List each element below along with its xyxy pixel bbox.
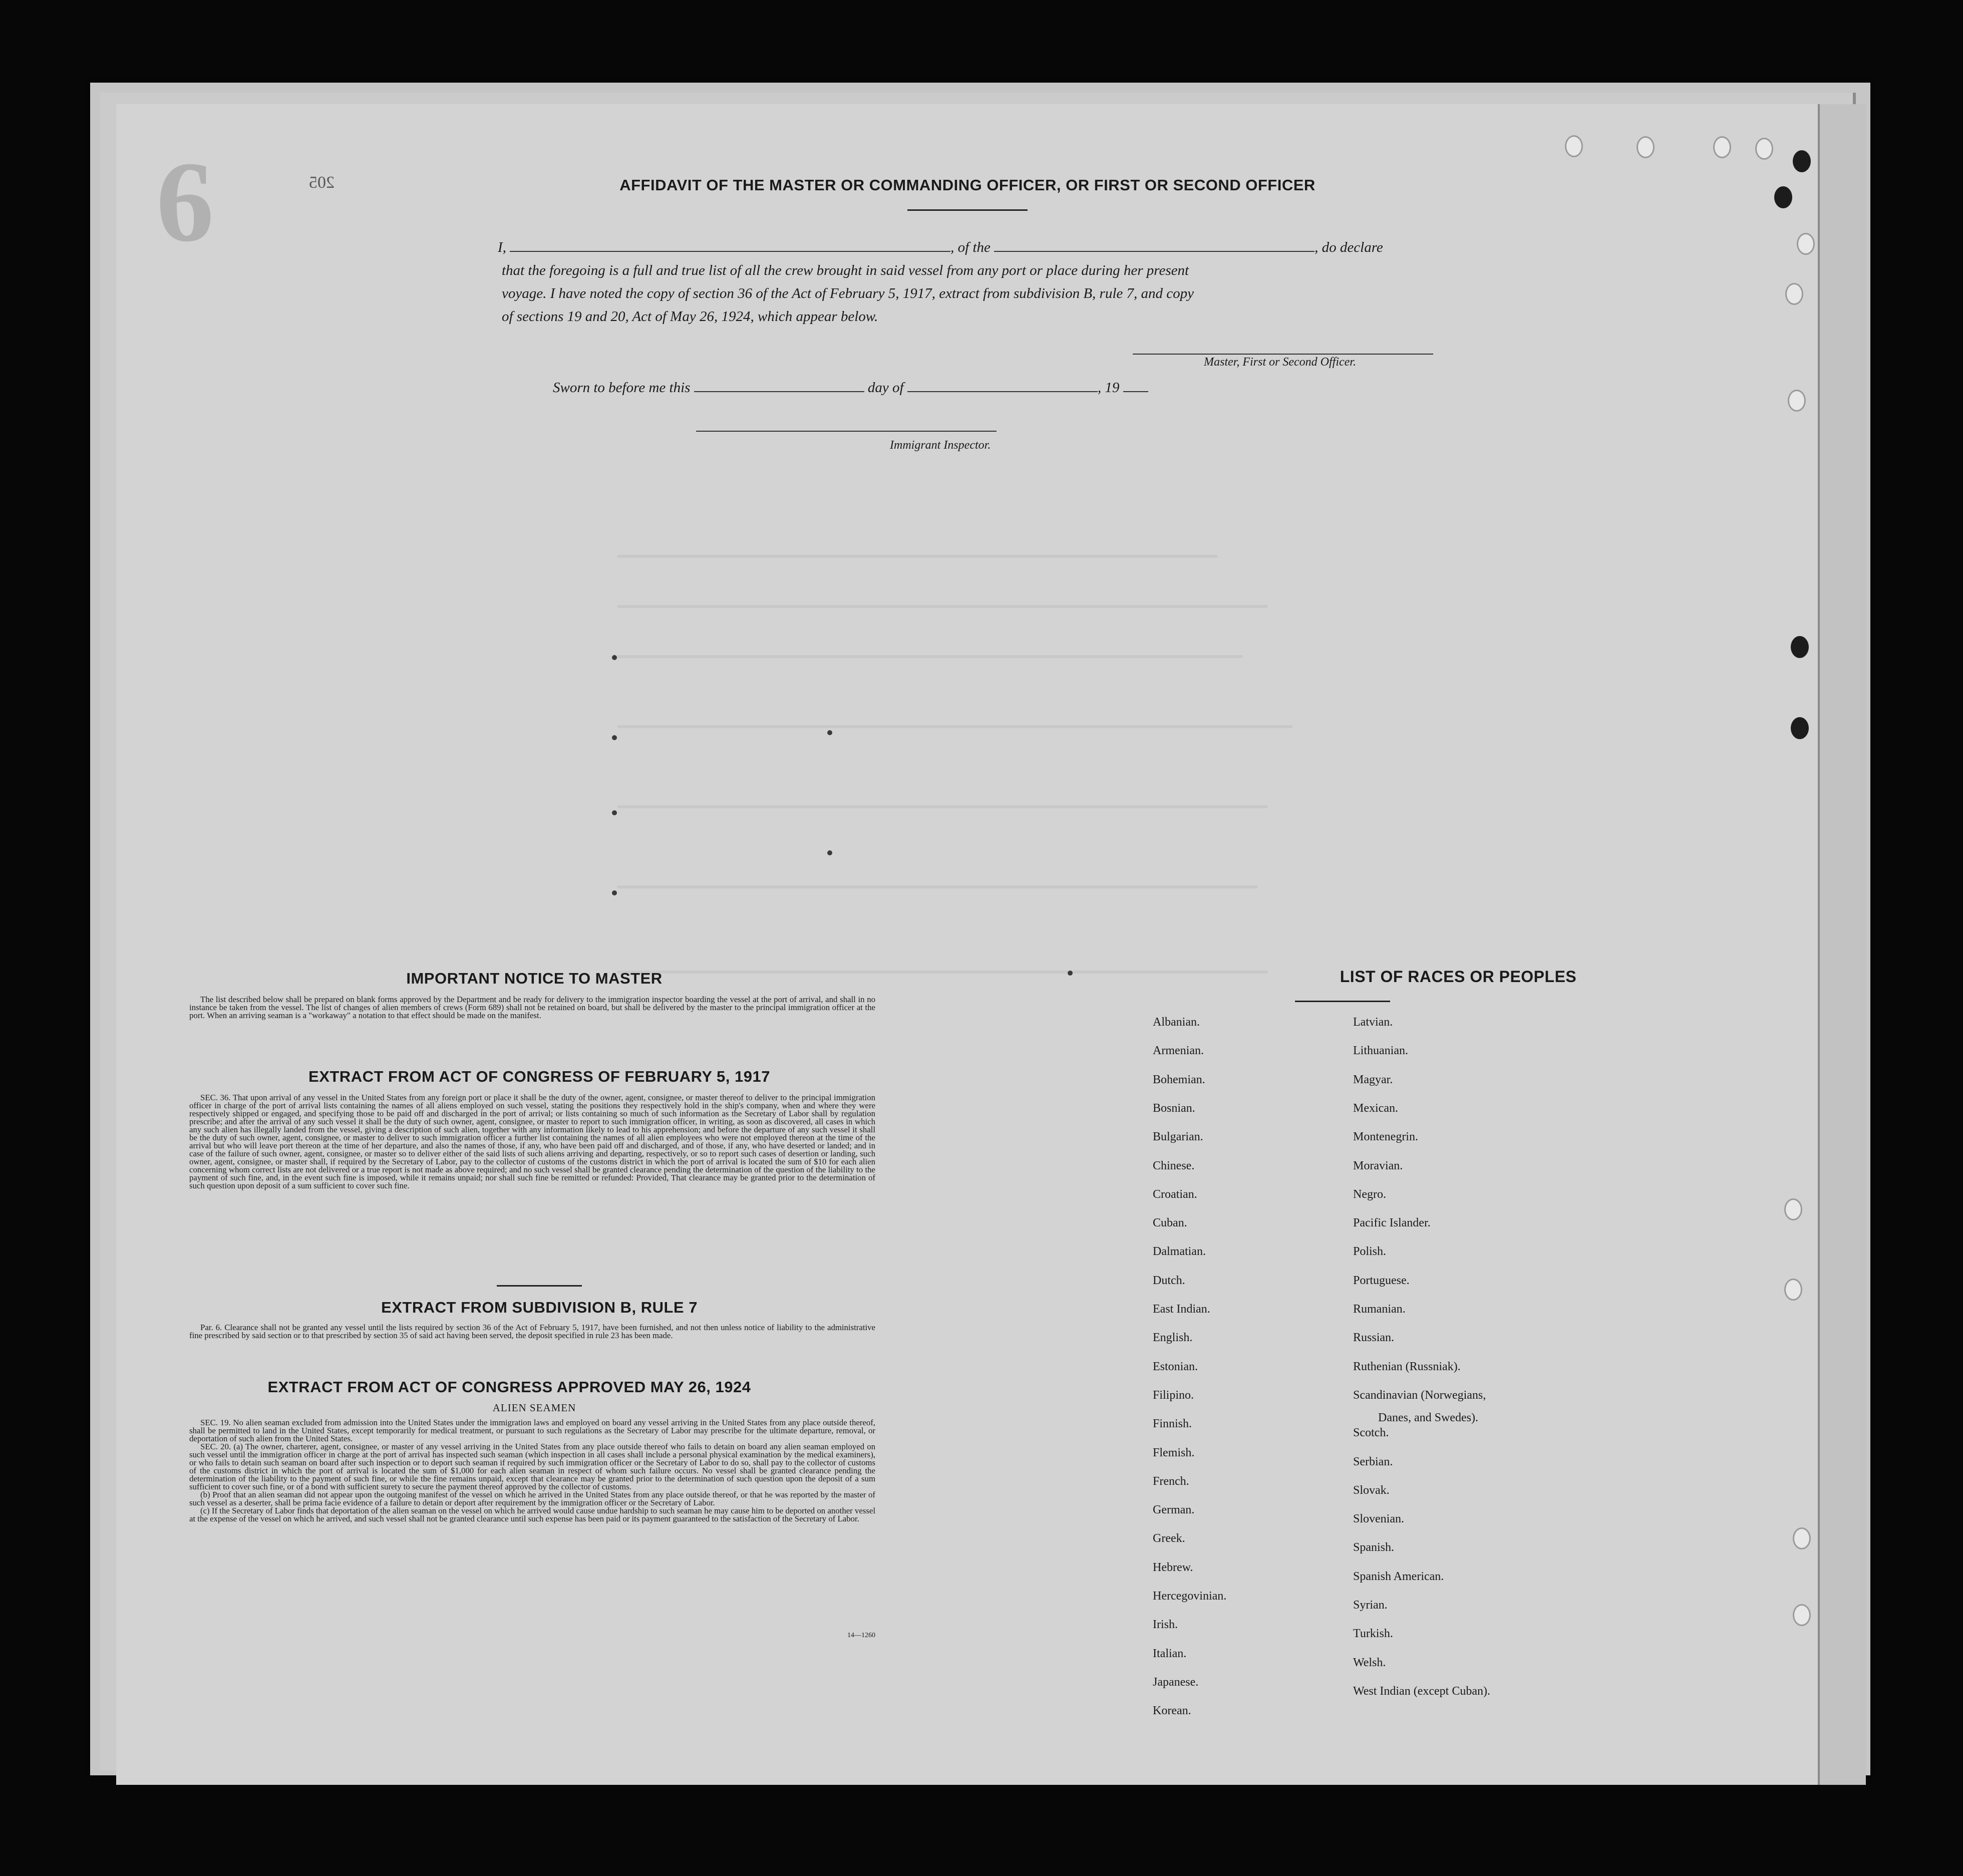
race-item: Bohemian. [1153,1073,1205,1086]
sworn-text: Sworn to before me this [553,380,691,396]
affidavit-title: AFFIDAVIT OF THE MASTER OR COMMANDING OFFICER, OR FIRST OR SECOND OFFICER [619,176,1316,194]
race-item: German. [1153,1503,1195,1517]
extract-rule7-text [189,1324,875,1340]
bleed-dot [612,735,617,740]
race-item: Japanese. [1153,1675,1199,1689]
sworn-year: , 19 [1097,380,1120,396]
race-item: Scotch. [1353,1426,1389,1440]
race-item: Greek. [1153,1532,1185,1545]
sworn-day-of: day of [867,380,904,396]
extract-1924-text [189,1419,875,1523]
race-item: Dalmatian. [1153,1245,1206,1259]
race-item: Lithuanian. [1353,1044,1408,1058]
form-number: 14—1260 [847,1632,875,1639]
race-item: Welsh. [1353,1656,1386,1669]
extract-rule7-title: EXTRACT FROM SUBDIVISION B, RULE 7 [381,1299,698,1316]
race-item: Estonian. [1153,1360,1198,1373]
race-item: Flemish. [1153,1446,1195,1459]
bleed-dot [827,850,832,855]
race-item: Bulgarian. [1153,1130,1203,1144]
bleed-through-mark: 6 [156,138,214,265]
vessel-blank[interactable] [994,242,1315,252]
inspector-signature-line[interactable] [696,431,997,432]
alien-seamen-heading: ALIEN SEAMEN [492,1402,576,1414]
race-item: West Indian (except Cuban). [1353,1684,1490,1698]
bleed-through-row [617,725,1293,728]
bleed-through-row [617,885,1258,888]
title-rule [907,209,1028,211]
punch-hole [1784,1279,1802,1301]
notice-text [189,996,875,1020]
race-item: Serbian. [1353,1455,1393,1468]
section-19-paragraph: SEC. 19. No alien seaman excluded from admission into the United States under the immigration laws and employed on board any vessel arriving in the United States from any place outside thereof, shall be permitted to land in the United States, except temporarily for medical treatment, or pursuant to such regulations as the Secretary of Labor may prescribe for the ultimate departure, removal, or deportation of such alien from the United States. [189,1418,875,1443]
race-item: Albanian. [1153,1016,1200,1029]
affidavit-do-declare: , do declare [1315,239,1383,255]
bleed-dot [612,655,617,660]
bleed-through-row [617,805,1268,808]
punch-hole [1755,138,1773,160]
races-title: LIST OF RACES OR PEOPLES [1340,968,1577,986]
race-item: Russian. [1353,1331,1395,1345]
extract-1924-title: EXTRACT FROM ACT OF CONGRESS APPROVED MAY 26, 1924 [267,1378,751,1396]
race-item: Spanish. [1353,1541,1395,1554]
punch-hole [1785,283,1803,305]
bleed-dot [827,730,832,735]
race-item: Magyar. [1353,1073,1393,1086]
bleed-dot [1068,971,1073,976]
race-item: Syrian. [1353,1599,1388,1612]
section-20a-paragraph: SEC. 20. (a) The owner, charterer, agent, consignee, or master of any vessel arriving in the United States from any place outside thereof who fails to detain on board any alien seaman employed on such vessel until the immigration officer in charge at the port of arrival has inspected such seaman (which inspection in all cases shall include a personal physical examination by the medical examiners), or who fails to detain such seaman on board after such inspection or to deport such seaman if required by such immigration officer or the Secretary of Labor to do so, shall pay to the collector of customs of the customs district in which the port of arrival is located the sum of $1,000 for each alien seaman in respect of whom such failure occurs. No vessel shall be granted clearance pending the determination of the liability to the payment of such fine, or while the fine remains unpaid, except that clearance may be granted prior to the determination of such question upon the deposit of a sum sufficient to cover such fine, or of a bond with sufficient surety to secure the payment thereof approved by the collector of customs. [189,1442,875,1491]
punch-hole [1797,233,1815,255]
race-item: Danes, and Swedes). [1378,1411,1478,1424]
punch-hole [1793,1527,1811,1549]
race-item: Filipino. [1153,1388,1194,1402]
race-item: Chinese. [1153,1159,1195,1172]
punch-hole [1713,136,1731,158]
races-rule [1295,1001,1390,1002]
notice-title: IMPORTANT NOTICE TO MASTER [406,970,663,987]
sworn-line [553,380,1148,396]
race-item: Finnish. [1153,1417,1192,1431]
race-item: French. [1153,1474,1189,1488]
punch-hole [1791,636,1809,658]
bleed-through-row [617,655,1243,658]
crew-list-edge [1818,104,1866,1785]
race-item: East Indian. [1153,1303,1210,1316]
race-item: Rumanian. [1353,1303,1406,1316]
race-item: Spanish American. [1353,1570,1444,1583]
race-item: Polish. [1353,1245,1387,1259]
affidavit-of-the: , of the [950,239,991,255]
affidavit-line-1 [498,239,1383,256]
bleed-dot [612,890,617,895]
punch-hole [1793,150,1811,172]
affidavit-i: I, [498,239,506,255]
race-item: Scandinavian (Norwegians, [1353,1388,1486,1402]
race-item: Portuguese. [1353,1274,1410,1287]
punch-hole [1788,390,1806,412]
race-item: Hebrew. [1153,1560,1193,1574]
affidavit-line-3: voyage. I have noted the copy of section 36 of the Act of February 5, 1917, extract from subdivision B, rule 7, and copy [502,285,1194,301]
section-20c-paragraph: (c) If the Secretary of Labor finds that deportation of the alien seaman on the vessel on which he arrived would cause undue hardship to such seaman he may cause him to be deported on another vessel at the expense of the vessel on which he arrived, and such vessel shall not be granted clearance until such expense has been paid or its payment guaranteed to the satisfaction of the Secretary of Labor. [189,1506,875,1523]
race-item: Negro. [1353,1187,1386,1201]
race-item: Armenian. [1153,1044,1204,1058]
punch-hole [1774,186,1792,208]
affidavit-line-4: of sections 19 and 20, Act of May 26, 1924, which appear below. [502,308,878,325]
rule7-paragraph: Par. 6. Clearance shall not be granted any vessel until the lists required by section 36 of the Act of February 5, 1917, have been furnished, and not then unless notice of liability to the administrative fine prescribed by said section or to that prescribed by section 35 of said act having been served, the deposit specified in rule 23 has been made. [189,1323,875,1340]
race-item: Italian. [1153,1647,1187,1660]
bleed-through-row [617,555,1218,558]
bleed-through-row [617,605,1268,608]
punch-hole [1637,136,1655,158]
race-item: Turkish. [1353,1627,1393,1641]
punch-hole [1565,135,1583,157]
inspector-caption: Immigrant Inspector. [890,439,991,452]
race-item: Pacific Islander. [1353,1216,1431,1230]
affidavit-page [116,104,1818,1785]
race-item: Ruthenian (Russniak). [1353,1360,1461,1373]
sworn-year-blank[interactable] [1123,382,1148,392]
bleed-dot [612,810,617,815]
section-20b-paragraph: (b) Proof that an alien seaman did not appear upon the outgoing manifest of the vessel on which he arrived in the United States from any place outside thereof, or that he was reported by the master of such vessel as a deserter, shall be prima facie evidence of a failure to detain or deport after requirement by the immigration officer or the Secretary of Labor. [189,1490,875,1507]
race-item: Hercegovinian. [1153,1590,1227,1603]
race-item: Mexican. [1353,1101,1398,1115]
extract-1917-text [189,1094,875,1190]
race-item: Dutch. [1153,1274,1185,1287]
section-36-paragraph: SEC. 36. That upon arrival of any vessel in the United States from any foreign port or place it shall be the duty of the owner, agent, consignee, or master thereof to deliver to the principal immigration officer in charge of the port of arrival lists containing the names of all aliens employed on such vessel, stating the positions they respectively hold in the ship's company, when and where they were respectively shipped or engaged, and specifying those to be paid off and discharged in the port of arrival; or lists containing so much of such information as the Secretary of Labor shall by regulation prescribe; and after the arrival of any such vessel it shall be the duty of such owner, agent, consignee, or master to report to such immigration officer, in writing, as soon as discovered, all cases in which any such alien has illegally landed from the vessel, giving a description of such alien, together with any information likely to lead to his apprehension; and before the departure of any such vessel it shall be the duty of such owner, agent, consignee, or master to deliver to such immigration officer a further list containing the names of all alien employees who were not employed thereon at the time of the arrival but who will leave port thereon at the time of her departure, and also the names of those, if any, who have been paid off and discharged, and of those, if any, who have deserted or landed; and in case of the failure of such owner, agent, consignee, or master so to deliver either of the said lists of such aliens arriving and departing, respectively, or so to report such cases of desertion or landing, such owner, agent, consignee, or master shall, if required by the Secretary of Labor, pay to the collector of customs of the customs district in which the port of arrival is located the sum of $10 for each alien concerning whom correct lists are not delivered or a true report is not made as above required; and no such vessel shall be granted clearance pending the determination of the question of the liability to the payment of such fine, and, in the event such fine is imposed, while it remains unpaid; nor shall such fine be remitted or refunded: Provided, That clearance may be granted prior to the determination of such question upon deposit of a sum sufficient to cover such fine. [189,1093,875,1190]
race-item: Croatian. [1153,1187,1197,1201]
race-item: Cuban. [1153,1216,1187,1230]
section-rule [497,1285,582,1287]
master-signature-line[interactable] [1133,354,1433,355]
sworn-month-blank[interactable] [907,382,1098,392]
race-item: English. [1153,1331,1193,1345]
notice-paragraph: The list described below shall be prepared on blank forms approved by the Department and be ready for delivery to the immigration inspector boarding the vessel at the port of arrival, and shall in no instance be taken from the vessel. The list of changes of alien members of crews (Form 689) shall not be retained on board, but shall be delivered by the master to the principal immigration officer at the port. When an arriving seaman is a "workaway" a notation to that effect should be made on the manifest. [189,995,875,1020]
punch-hole [1791,717,1809,739]
sworn-day-blank[interactable] [694,382,864,392]
race-item: Slovak. [1353,1483,1390,1497]
punch-hole [1793,1604,1811,1626]
race-item: Moravian. [1353,1159,1403,1172]
affidavit-line-2: that the foregoing is a full and true list of all the crew brought in said vessel from any port or place during her present [502,262,1189,278]
master-caption: Master, First or Second Officer. [1204,356,1356,369]
stamp-number: 205 [309,173,335,192]
name-blank[interactable] [510,242,950,252]
race-item: Montenegrin. [1353,1130,1418,1144]
race-item: Latvian. [1353,1016,1393,1029]
race-item: Bosnian. [1153,1101,1195,1115]
race-item: Slovenian. [1353,1512,1404,1526]
race-item: Irish. [1153,1618,1178,1632]
extract-1917-title: EXTRACT FROM ACT OF CONGRESS OF FEBRUARY 5, 1917 [308,1068,770,1085]
punch-hole [1784,1198,1802,1220]
race-item: Korean. [1153,1704,1191,1718]
